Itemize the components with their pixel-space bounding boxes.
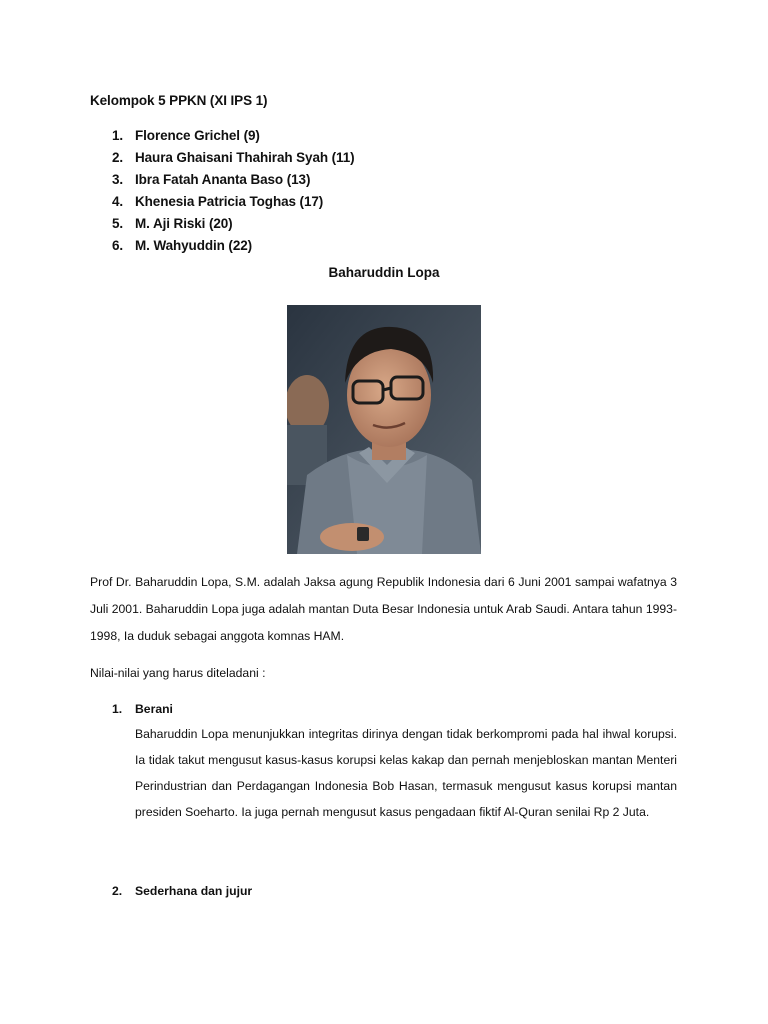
value-heading-1	[112, 696, 173, 723]
list-item	[112, 235, 532, 257]
page-title: Baharuddin Lopa	[328, 265, 440, 280]
value-title: Berani	[135, 702, 173, 716]
portrait-photo	[287, 305, 481, 554]
member-name: M. Wahyuddin (22)	[135, 238, 253, 253]
list-item	[112, 191, 532, 213]
list-number: 4.	[112, 194, 124, 209]
list-number: 5.	[112, 216, 124, 231]
value-body-1: Baharuddin Lopa menunjukkan integritas dirinya dengan tidak berkompromi pada hal ihwal korupsi. Ia tidak takut mengusut kasus-kasus korupsi kelas kakap dan pernah menjebloskan mantan Menteri Perindustrian dan Perdagangan Indonesia Bob Hasan, termasuk mengusut kasus korupsi mantan presiden Soeharto. Ia juga pernah mengusut kasus pengadaan fiktif Al-Quran senilai Rp 2 Juta.	[135, 727, 677, 819]
list-number: 3.	[112, 172, 124, 187]
list-number: 1.	[112, 128, 124, 143]
list-item	[112, 213, 532, 235]
member-list	[112, 125, 532, 257]
list-item	[112, 125, 532, 147]
list-number: 2.	[112, 884, 123, 898]
member-name: Haura Ghaisani Thahirah Syah (11)	[135, 150, 355, 165]
values-heading: Nilai-nilai yang harus diteladani :	[90, 666, 266, 680]
member-name: Khenesia Patricia Toghas (17)	[135, 194, 324, 209]
member-name: Florence Grichel (9)	[135, 128, 260, 143]
list-item	[112, 147, 532, 169]
list-number: 1.	[112, 702, 123, 716]
value-heading-2	[112, 878, 252, 905]
member-name: Ibra Fatah Ananta Baso (13)	[135, 172, 311, 187]
list-item	[112, 169, 532, 191]
group-title: Kelompok 5 PPKN (XI IPS 1)	[90, 93, 268, 108]
list-number: 6.	[112, 238, 124, 253]
intro-paragraph: Prof Dr. Baharuddin Lopa, S.M. adalah Jaksa agung Republik Indonesia dari 6 Juni 2001 sampai wafatnya 3 Juli 2001. Baharuddin Lopa juga adalah mantan Duta Besar Indonesia untuk Arab Saudi. Antara tahun 1993-1998, Ia duduk sebagai anggota komnas HAM.	[90, 575, 677, 643]
list-number: 2.	[112, 150, 124, 165]
value-title: Sederhana dan jujur	[135, 884, 253, 898]
member-name: M. Aji Riski (20)	[135, 216, 233, 231]
